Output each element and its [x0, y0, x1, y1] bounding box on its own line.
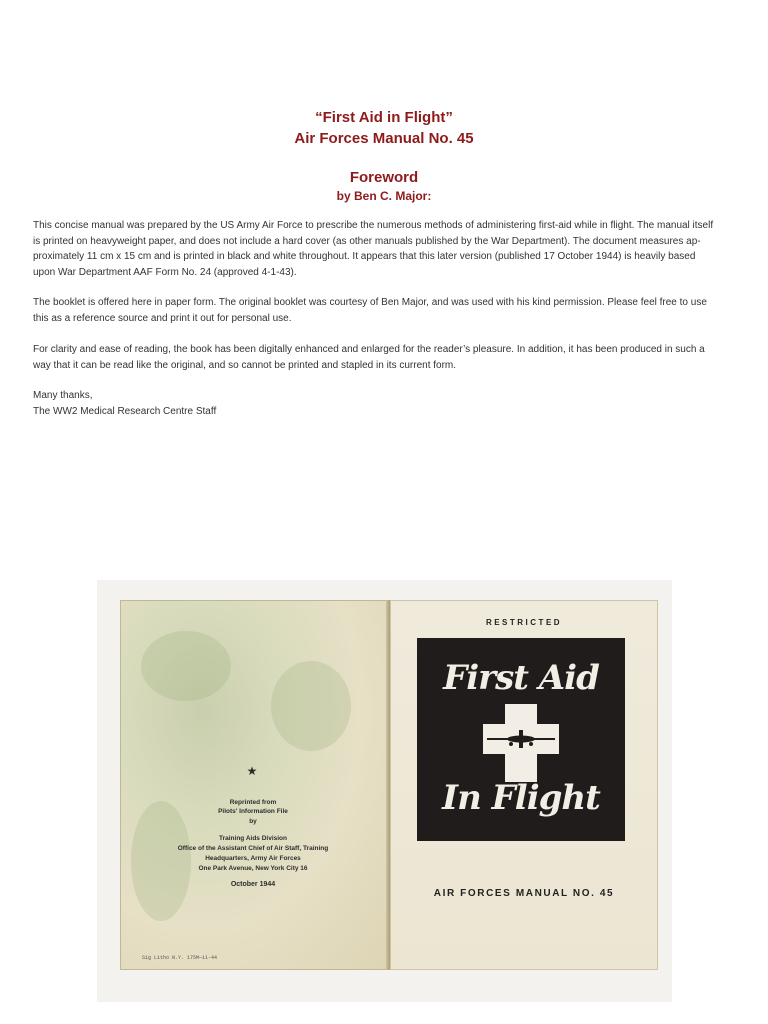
imprint-line: Reprinted from: [229, 799, 277, 806]
text-line: this as a reference source and print it out for personal use.: [33, 312, 292, 324]
imprint-line: Pilots' Information File: [218, 808, 288, 815]
text-line: Many thanks,: [33, 390, 93, 401]
restricted-label: RESTRICTED: [485, 618, 563, 627]
section-heading: Foreword: [349, 169, 419, 186]
paragraph-permission: [33, 295, 739, 326]
text-line: is printed on heavyweight paper, and does not include a hard cover (as other manuals published by the War Department). The document measures ap-: [33, 235, 701, 247]
imprint-line: Office of the Assistant Chief of Air Staff, Training: [177, 845, 329, 852]
cover-title-line2: In Flight: [442, 778, 600, 818]
text-line: This concise manual was prepared by the US Army Air Force to prescribe the numerous methods of administering first-aid while in flight. The manual itself: [33, 220, 714, 231]
text-line: proximately 11 cm x 15 cm and is printed in black and white throughout. It appears that this later version (published 17 October 1944) is heavily based: [33, 251, 696, 262]
text-line: The WW2 Medical Research Centre Staff: [33, 405, 217, 417]
imprint-date: October 1944: [230, 881, 276, 888]
star-icon: ★: [246, 764, 258, 778]
cover-artwork: [417, 638, 625, 841]
document-subtitle: Air Forces Manual No. 45: [294, 130, 474, 147]
manual-number-label: AIR FORCES MANUAL NO. 45: [433, 888, 615, 899]
cover-title-line1: First Aid: [443, 658, 599, 698]
byline: by Ben C. Major:: [336, 189, 432, 203]
stain: [141, 631, 231, 701]
text-line: upon War Department AAF Form No. 24 (approved 4-1-43).: [33, 266, 297, 278]
paragraph-clarity: [33, 342, 739, 373]
document-title: “First Aid in Flight”: [315, 109, 453, 126]
paragraph-intro: [33, 218, 739, 280]
printer-mark: Sig Litho N.Y. 175M—11-44: [142, 955, 218, 961]
imprint-line: One Park Avenue, New York City 16: [198, 865, 308, 872]
imprint-line: by: [249, 818, 257, 825]
imprint-line: Training Aids Division: [218, 835, 288, 842]
imprint-line: Headquarters, Army Air Forces: [205, 855, 301, 862]
stain: [271, 661, 351, 751]
signoff: [33, 388, 739, 419]
booklet-back-cover: [120, 600, 390, 970]
text-line: For clarity and ease of reading, the book has been digitally enhanced and enlarged for the reader’s pleasure. In addition, it has been produced in such a: [33, 344, 705, 355]
text-line: The booklet is offered here in paper form. The original booklet was courtesy of Ben Major, and was used with his kind permission. Please feel free to use: [33, 297, 707, 308]
text-line: way that it can be read like the original, and so cannot be printed and stapled in its current form.: [33, 359, 457, 371]
